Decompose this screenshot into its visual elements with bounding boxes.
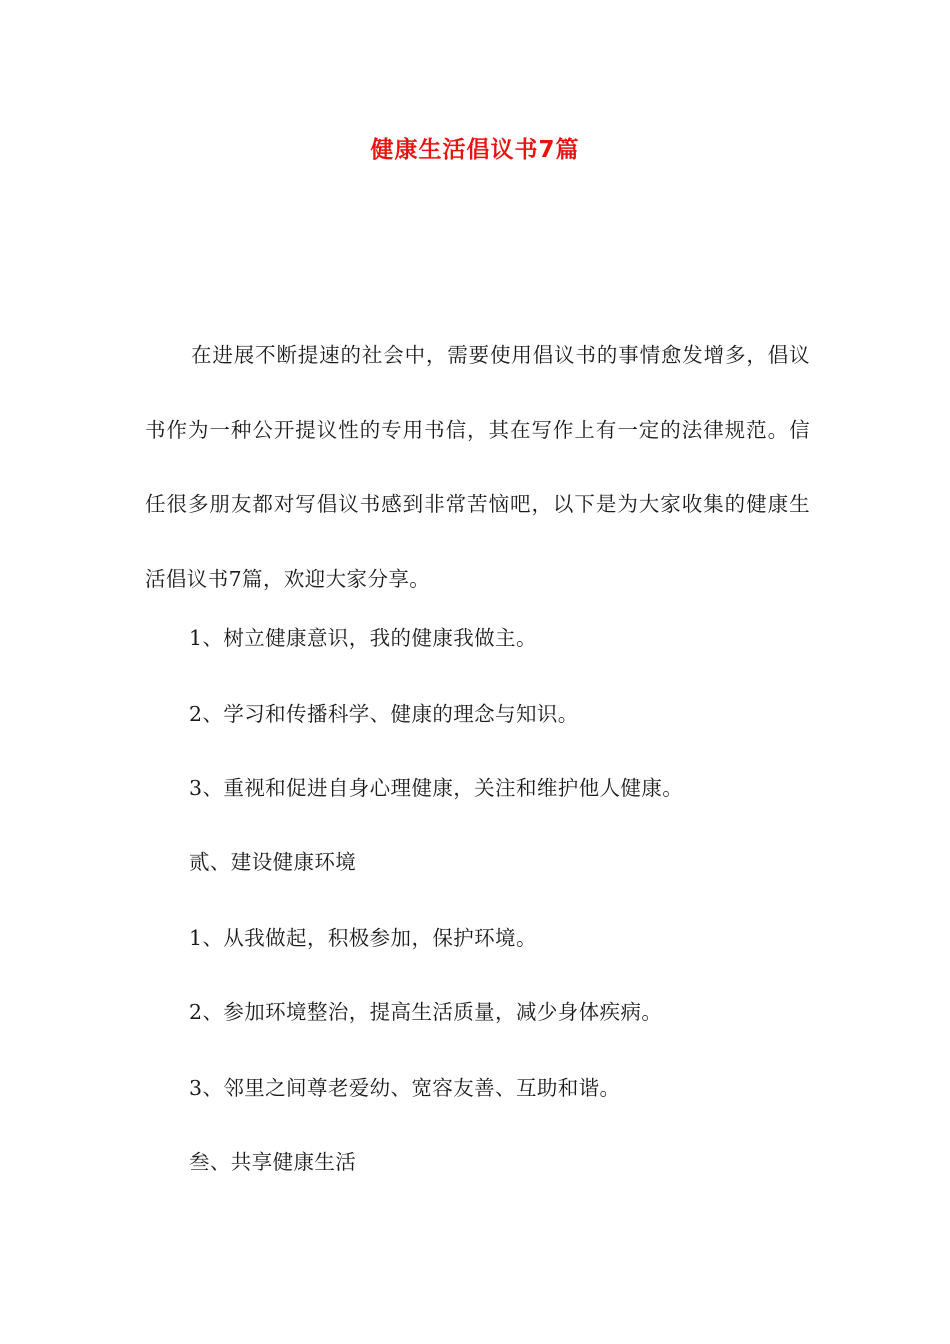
list-item: 2、学习和传播科学、健康的理念与知识。 <box>189 702 579 726</box>
document-title: 健康生活倡议书7篇 <box>370 137 580 163</box>
section-heading: 贰、建设健康环境 <box>189 850 357 874</box>
list-item: 1、从我做起，积极参加，保护环境。 <box>189 926 537 950</box>
list-item: 3、邻里之间尊老爱幼、宽容友善、互助和谐。 <box>189 1076 621 1100</box>
section-heading: 叁、共享健康生活 <box>189 1150 357 1174</box>
intro-paragraph: 在进展不断提速的社会中，需要使用倡议书的事情愈发增多，倡议书作为一种公开提议性的专用书信，其在写作上有一定的法律规范。信任很多朋友都对写倡议书感到非常苦恼吧，以下是为大家收集的健康生活倡议书7篇，欢迎大家分享。 <box>145 343 810 591</box>
list-item: 2、参加环境整治，提高生活质量，减少身体疾病。 <box>189 1000 663 1024</box>
list-item: 3、重视和促进自身心理健康，关注和维护他人健康。 <box>189 776 684 800</box>
list-item: 1、树立健康意识，我的健康我做主。 <box>189 626 537 650</box>
